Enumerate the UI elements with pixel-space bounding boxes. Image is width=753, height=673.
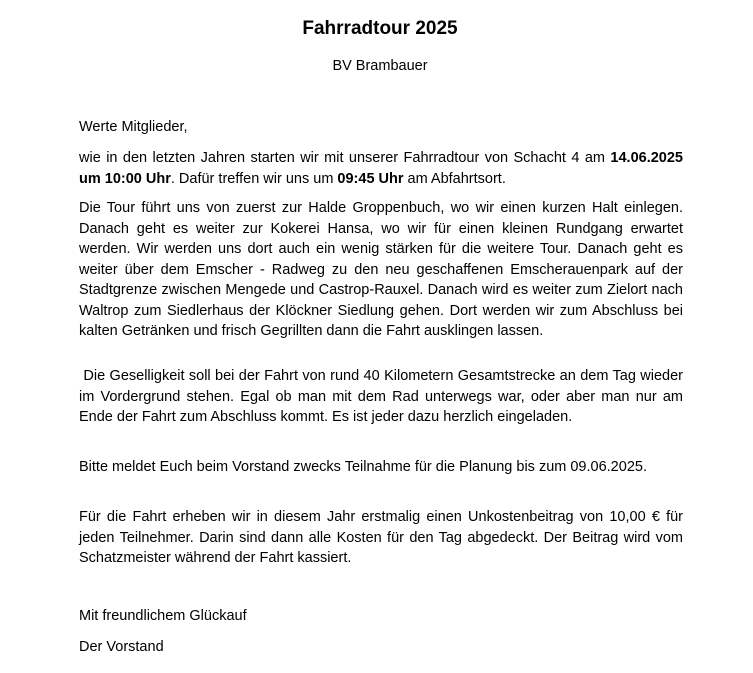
signature: Der Vorstand [79,639,164,655]
paragraph-sociability: Die Geselligkeit soll bei der Fahrt von rund 40 Kilometern Gesamtstrecke an dem Tag wieder im Vordergrund stehen. Egal ob man mit dem Rad unterwegs war, oder aber man nur am Ende der Fahrt zum Abschluss kommt. Es ist jeder dazu herzlich eingeladen. [79,368,688,425]
paragraph-start-info [79,148,683,189]
closing: Mit freundlichem Glückauf [79,608,247,624]
paragraph-start-text-2: . Dafür treffen wir uns um [170,170,338,187]
meeting-time: 09:45 Uhr [337,170,404,187]
paragraph-route: Die Tour führt uns von zuerst zur Halde Groppenbuch, wo wir einen kurzen Halt einlegen. Danach geht es weiter zur Kokerei Hansa, wo wir für einen kleinen Rundgang erwartet werden. Wir werden uns dort auch ein wenig stärken für die weitere Tour. Danach geht es weiter über dem Emscher - Radweg zu den neu geschaffenen Emscherauenpark auf der Stadtgrenze zwischen Mengede und Castrop-Rauxel. Danach wird es weiter zum Zielort nach Waltrop zum Siedlerhaus der Klöckner Siedlung gehen. Dort werden wir zum Abschluss bei kalten Getränken und frisch Gegrillten dann die Fahrt ausklingen lassen. [79,200,683,339]
document-title: Fahrradtour 2025 [302,18,458,39]
salutation: Werte Mitglieder, [79,119,188,135]
document-subtitle: BV Brambauer [332,58,428,74]
paragraph-registration: Bitte meldet Euch beim Vorstand zwecks Teilnahme für die Planung bis zum 09.06.2025. [79,459,647,475]
paragraph-start-text-1: wie in den letzten Jahren starten wir mit unserer Fahrradtour von Schacht 4 am [79,150,611,166]
start-date-time: 14.06.2025 um 10:00 Uhr [79,150,683,187]
paragraph-fee: Für die Fahrt erheben wir in diesem Jahr erstmalig einen Unkostenbeitrag von 10,00 € für jeden Teilnehmer. Darin sind dann alle Kosten für den Tag abgedeckt. Der Beitrag wird vom Schatzmeister während der Fahrt kassiert. [79,509,683,566]
paragraph-start-text-3: am Abfahrtsort. [403,170,506,187]
